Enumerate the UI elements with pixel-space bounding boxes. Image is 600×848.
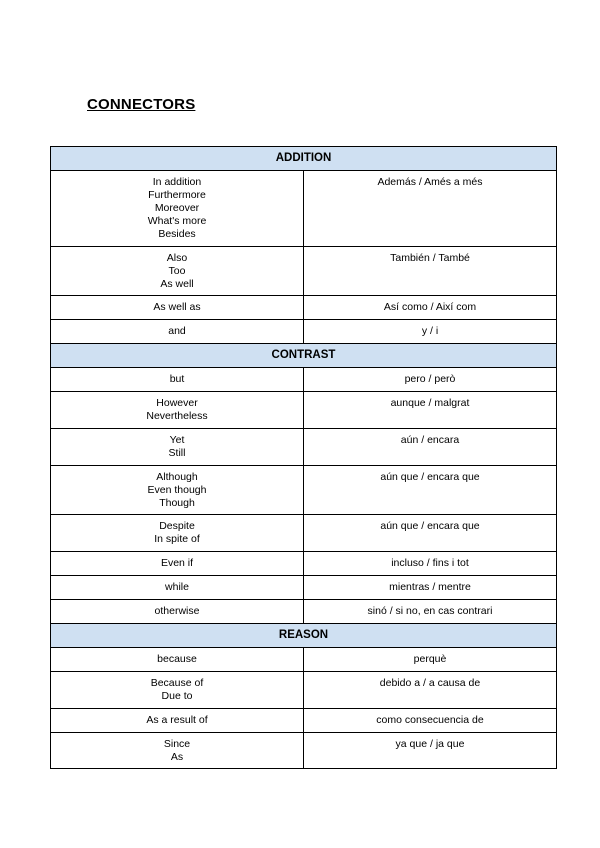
english-connector-cell <box>51 320 304 344</box>
section-heading: ADDITION <box>51 147 557 171</box>
english-connectors <box>51 429 303 460</box>
translation: Además / Amés a més <box>377 176 483 188</box>
translation-cell <box>304 515 557 552</box>
translation: como consecuencia de <box>376 714 484 726</box>
connector-line <box>51 533 303 546</box>
table-row <box>51 733 557 769</box>
translation: debido a / a causa de <box>379 677 481 689</box>
english-connectors <box>51 515 303 546</box>
english-connector-cell <box>51 368 304 392</box>
english-connector: In spite of <box>154 533 200 545</box>
translation-cell <box>304 552 557 576</box>
english-connector-cell <box>51 171 304 247</box>
translation-cell <box>304 576 557 600</box>
english-connector-cell <box>51 515 304 552</box>
translation-cell <box>304 171 557 247</box>
english-connector-cell <box>51 429 304 466</box>
english-connectors <box>51 648 303 666</box>
english-connector: Because of <box>150 677 204 689</box>
english-connector: and <box>168 325 186 337</box>
translation: perquè <box>413 653 447 665</box>
english-connectors <box>51 466 303 510</box>
english-connectors <box>51 368 303 386</box>
translation-cell <box>304 672 557 709</box>
translation-cell <box>304 429 557 466</box>
english-connectors <box>51 672 303 703</box>
translation-cell <box>304 320 557 344</box>
english-connectors <box>51 733 303 764</box>
table-row <box>51 171 557 247</box>
english-connector: Yet <box>169 434 185 446</box>
english-connector: Besides <box>158 228 196 240</box>
table-row <box>51 552 557 576</box>
english-connectors <box>51 320 303 338</box>
translation-cell <box>304 600 557 624</box>
table-row <box>51 466 557 515</box>
english-connector-cell <box>51 466 304 515</box>
english-connectors <box>51 392 303 423</box>
english-connector: Since <box>163 738 191 750</box>
table-row <box>51 368 557 392</box>
table-row <box>51 515 557 552</box>
translation-cell <box>304 296 557 320</box>
english-connector-cell <box>51 247 304 296</box>
table-row <box>51 296 557 320</box>
english-connector-cell <box>51 648 304 672</box>
translation: También / També <box>390 252 470 264</box>
english-connectors <box>51 552 303 570</box>
english-connector: Despite <box>159 520 195 532</box>
page-title: CONNECTORS <box>87 96 196 113</box>
english-connector: Even if <box>160 557 194 569</box>
translation: incluso / fins i tot <box>391 557 469 569</box>
english-connector: As a result of <box>146 714 208 726</box>
english-connector: otherwise <box>154 605 200 617</box>
translation: aún que / encara que <box>380 471 480 483</box>
section-header-row <box>51 624 557 648</box>
section-header-row <box>51 147 557 171</box>
english-connectors <box>51 600 303 618</box>
translation: mientras / mentre <box>389 581 471 593</box>
english-connector-cell <box>51 552 304 576</box>
english-connector-cell <box>51 600 304 624</box>
english-connector: However <box>156 397 198 409</box>
english-connector: Furthermore <box>148 189 206 201</box>
translation-cell <box>304 709 557 733</box>
translation: aún / encara <box>400 434 460 446</box>
table-row <box>51 392 557 429</box>
translation: y / i <box>421 325 439 337</box>
english-connector: Too <box>168 265 186 277</box>
english-connector: As <box>170 751 184 763</box>
table-row <box>51 429 557 466</box>
english-connector: As well <box>160 278 194 290</box>
english-connector: In addition <box>152 176 202 188</box>
english-connectors <box>51 709 303 727</box>
section-heading: REASON <box>51 624 557 648</box>
english-connectors <box>51 296 303 314</box>
section-heading: CONTRAST <box>51 344 557 368</box>
table-row <box>51 709 557 733</box>
translation: Así como / Així com <box>383 301 477 313</box>
translation: aún que / encara que <box>380 520 480 532</box>
translation-cell <box>304 392 557 429</box>
english-connector-cell <box>51 576 304 600</box>
english-connector: Due to <box>161 690 193 702</box>
translation: pero / però <box>404 373 456 385</box>
english-connector: while <box>165 581 189 593</box>
translation-cell <box>304 368 557 392</box>
english-connector-cell <box>51 709 304 733</box>
table-row <box>51 320 557 344</box>
english-connector: As well as <box>153 301 201 313</box>
table-row <box>51 600 557 624</box>
translation-cell <box>304 733 557 769</box>
translation-cell <box>304 466 557 515</box>
table-row <box>51 576 557 600</box>
english-connector-cell <box>51 672 304 709</box>
table-row <box>51 648 557 672</box>
translation-cell <box>304 247 557 296</box>
english-connectors <box>51 247 303 291</box>
translation: sinó / si no, en cas contrari <box>367 605 493 617</box>
english-connector: Moreover <box>154 202 200 214</box>
translation: ya que / ja que <box>395 738 465 750</box>
english-connector: Nevertheless <box>146 410 208 422</box>
english-connector-cell <box>51 733 304 769</box>
english-connector: Although <box>156 471 198 483</box>
translation: aunque / malgrat <box>390 397 470 409</box>
translation-cell <box>304 648 557 672</box>
connectors-table <box>50 146 557 769</box>
section-header-row <box>51 344 557 368</box>
english-connectors <box>51 171 303 241</box>
english-connector: Even though <box>147 484 207 496</box>
english-connector: but <box>169 373 185 385</box>
english-connector-cell <box>51 392 304 429</box>
english-connector: Still <box>168 447 186 459</box>
english-connectors <box>51 576 303 594</box>
english-connector: because <box>157 653 197 665</box>
table-row <box>51 247 557 296</box>
english-connector: Though <box>159 497 195 509</box>
table-row <box>51 672 557 709</box>
english-connector-cell <box>51 296 304 320</box>
english-connector: What's more <box>147 215 207 227</box>
english-connector: Also <box>166 252 188 264</box>
